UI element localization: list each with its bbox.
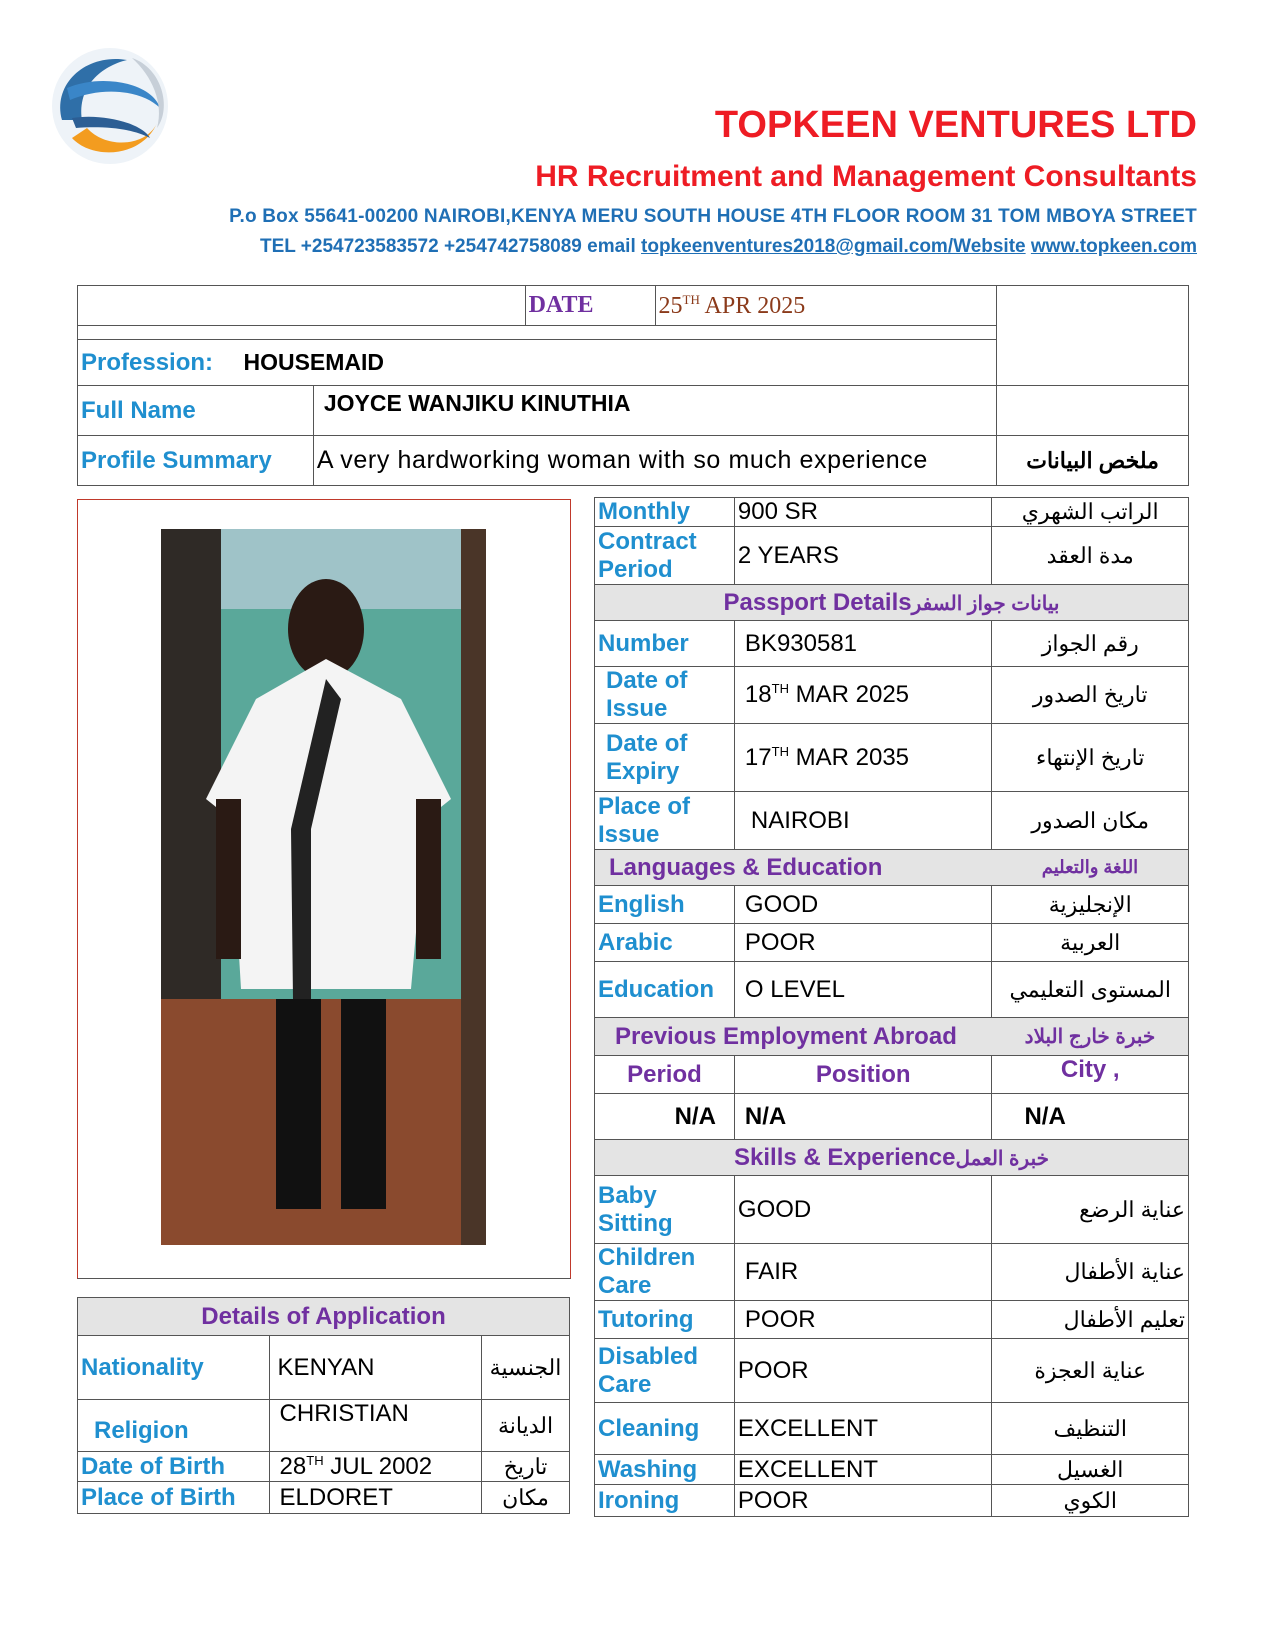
employment-title: Previous Employment Abroad [595, 1018, 992, 1056]
company-name: TOPKEEN VENTURES LTD [714, 104, 1197, 146]
city-value: N/A [992, 1094, 1189, 1140]
passport-title: Passport Detailsبيانات جواز السفر [595, 585, 1189, 621]
washing-label-ar: الغسيل [992, 1455, 1189, 1485]
date-value: 25TH APR 2025 [655, 286, 997, 326]
baby-sitting-label: Baby Sitting [595, 1176, 735, 1244]
application-title: Details of Application [78, 1298, 570, 1336]
languages-title: Languages & Education [595, 850, 992, 886]
passport-number-label: Number [595, 621, 735, 667]
period-header: Period [595, 1056, 735, 1094]
nationality-label: Nationality [78, 1336, 270, 1400]
english-label: English [595, 886, 735, 924]
top-info-table [77, 285, 1189, 486]
ironing-label-ar: الكوي [992, 1485, 1189, 1517]
company-address: P.o Box 55641-00200 NAIROBI,KENYA MERU SOUTH HOUSE 4TH FLOOR ROOM 31 TOM MBOYA STREET [229, 206, 1197, 227]
skills-title: Skills & Experienceخبرة العمل [595, 1140, 1189, 1176]
issue-date-label-ar: تاريخ الصدور [992, 667, 1189, 724]
arabic-label-ar: العربية [992, 924, 1189, 962]
religion-value: CHRISTIAN [269, 1400, 482, 1452]
salary-value: 900 SR [734, 498, 992, 527]
tutoring-label: Tutoring [595, 1301, 735, 1339]
expiry-date-label: Date of Expiry [595, 724, 735, 792]
dob-label: Date of Birth [78, 1452, 270, 1482]
dob-value: 28TH JUL 2002 [269, 1452, 482, 1482]
disabled-care-label-ar: عناية العجزة [992, 1339, 1189, 1403]
salary-label: Monthly [595, 498, 735, 527]
religion-label-ar: الديانة [482, 1400, 570, 1452]
summary-label-ar: ملخص البيانات [997, 436, 1189, 486]
date-label: DATE [525, 286, 655, 326]
disabled-care-label: Disabled Care [595, 1339, 735, 1403]
washing-value: EXCELLENT [734, 1455, 992, 1485]
profession-value: HOUSEMAID [243, 348, 385, 375]
english-value: GOOD [734, 886, 992, 924]
tutoring-label-ar: تعليم الأطفال [992, 1301, 1189, 1339]
contract-period-label: Contract Period [595, 527, 735, 585]
pob-label-ar: مكان [482, 1482, 570, 1514]
expiry-date-label-ar: تاريخ الإنتهاء [992, 724, 1189, 792]
baby-sitting-value: GOOD [734, 1176, 992, 1244]
fullname-value: JOYCE WANJIKU KINUTHIA [313, 386, 996, 436]
city-header: City , [992, 1056, 1189, 1094]
nationality-value: KENYAN [269, 1336, 482, 1400]
cleaning-label: Cleaning [595, 1403, 735, 1455]
contact-tel: TEL +254723583572 +254742758089 email [259, 236, 642, 257]
washing-label: Washing [595, 1455, 735, 1485]
education-label-ar: المستوى التعليمي [992, 962, 1189, 1018]
company-logo [32, 28, 182, 178]
summary-label: Profile Summary [78, 436, 314, 486]
education-label: Education [595, 962, 735, 1018]
issue-place-value: NAIROBI [734, 792, 992, 850]
website-link[interactable]: www.topkeen.com [1030, 236, 1197, 257]
summary-value: A very hardworking woman with so much experience [313, 436, 996, 486]
pob-label: Place of Birth [78, 1482, 270, 1514]
cleaning-value: EXCELLENT [734, 1403, 992, 1455]
baby-sitting-label-ar: عناية الرضع [992, 1176, 1189, 1244]
profession-label: Profession: [81, 348, 214, 376]
issue-date-value: 18TH MAR 2025 [734, 667, 992, 724]
education-value: O LEVEL [734, 962, 992, 1018]
email-link[interactable]: topkeenventures2018@gmail.com/Website [641, 236, 1026, 257]
children-care-label: Children Care [595, 1244, 735, 1301]
salary-label-ar: الراتب الشهري [992, 498, 1189, 527]
ironing-label: Ironing [595, 1485, 735, 1517]
candidate-photo [161, 529, 486, 1245]
passport-number-label-ar: رقم الجواز [992, 621, 1189, 667]
children-care-value: FAIR [734, 1244, 992, 1301]
position-header: Position [734, 1056, 992, 1094]
disabled-care-value: POOR [734, 1339, 992, 1403]
company-contact [260, 236, 1197, 258]
cleaning-label-ar: التنظيف [992, 1403, 1189, 1455]
period-value: N/A [595, 1094, 735, 1140]
tutoring-value: POOR [734, 1301, 992, 1339]
contract-period-label-ar: مدة العقد [992, 527, 1189, 585]
employment-title-ar: خبرة خارج البلاد [992, 1018, 1189, 1056]
position-value: N/A [734, 1094, 992, 1140]
religion-label: Religion [78, 1400, 270, 1452]
passport-number-value: BK930581 [734, 621, 992, 667]
issue-date-label: Date of Issue [595, 667, 735, 724]
issue-place-label-ar: مكان الصدور [992, 792, 1189, 850]
languages-title-ar: اللغة والتعليم [992, 850, 1189, 886]
issue-place-label: Place of Issue [595, 792, 735, 850]
pob-value: ELDORET [269, 1482, 482, 1514]
company-subtitle: HR Recruitment and Management Consultants [535, 160, 1197, 193]
arabic-value: POOR [734, 924, 992, 962]
ironing-value: POOR [734, 1485, 992, 1517]
english-label-ar: الإنجليزية [992, 886, 1189, 924]
arabic-label: Arabic [595, 924, 735, 962]
application-table [77, 1297, 570, 1514]
details-table [594, 497, 1189, 1517]
dob-label-ar: تاريخ [482, 1452, 570, 1482]
profession-row [78, 340, 997, 386]
children-care-label-ar: عناية الأطفال [992, 1244, 1189, 1301]
expiry-date-value: 17TH MAR 2035 [734, 724, 992, 792]
contract-period-value: 2 YEARS [734, 527, 992, 585]
fullname-label: Full Name [78, 386, 314, 436]
nationality-label-ar: الجنسية [482, 1336, 570, 1400]
